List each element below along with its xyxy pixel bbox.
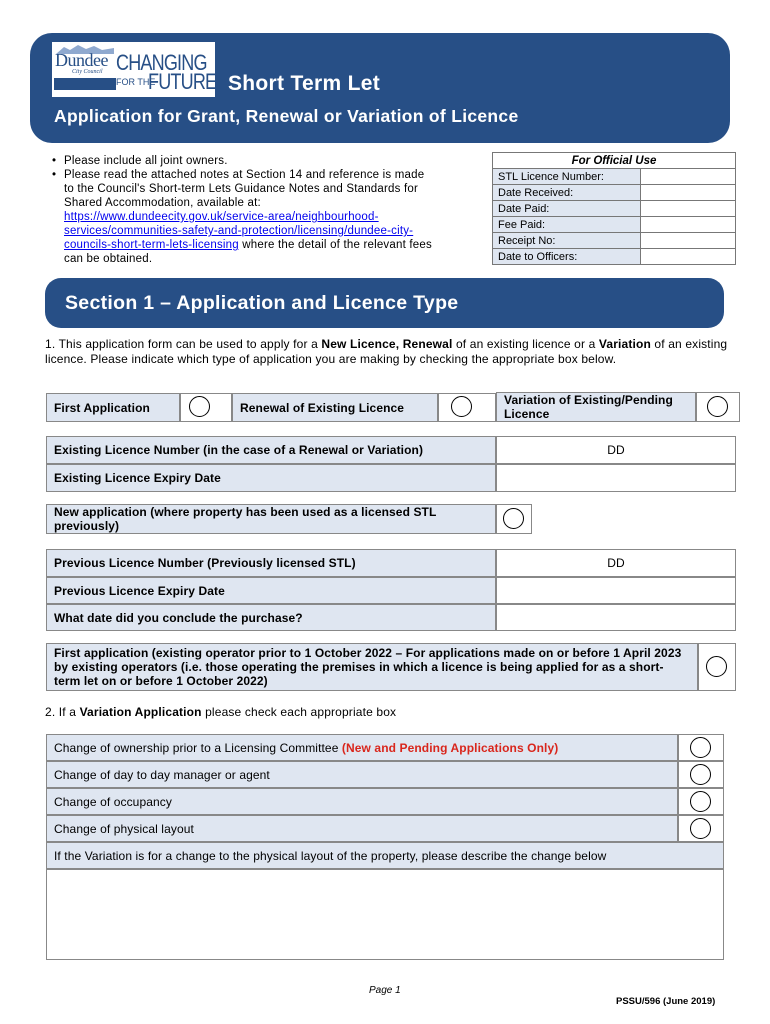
q1-bold-1: New Licence, Renewal (321, 337, 453, 351)
q2-text-2: please check each appropriate box (201, 705, 397, 719)
official-row-value (641, 249, 736, 265)
purchase-date-label: What date did you conclude the purchase? (46, 604, 496, 631)
form-reference: PSSU/596 (June 2019) (616, 996, 716, 1007)
official-row-value (641, 201, 736, 217)
layout-radio[interactable] (690, 818, 711, 839)
question-1-text (45, 337, 735, 367)
variation-label: Variation of Existing/Pending Licence (496, 392, 696, 422)
existing-operator-radio[interactable] (706, 656, 727, 677)
q2-bold: Variation Application (79, 705, 202, 719)
new-application-radio[interactable] (503, 508, 524, 529)
official-row-value (641, 217, 736, 233)
intro-bullet-joint-owners: • Please include all joint owners. (52, 154, 432, 168)
variation-layout-label: Change of physical layout (46, 815, 678, 842)
layout-describe-field[interactable] (46, 869, 724, 960)
variation-ownership-label (46, 734, 678, 761)
ownership-text: Change of ownership prior to a Licensing Committee (54, 740, 342, 755)
ownership-radio[interactable] (690, 737, 711, 758)
intro-list (52, 154, 432, 266)
existing-licence-number-field[interactable]: DD (496, 436, 736, 464)
q1-text-3: of an existing licence. Please indicate which type of application you are making by checking the appropriate box below. (45, 337, 728, 366)
logo-future-text: FUTURE (148, 69, 217, 94)
official-row-label: Date Paid: (493, 201, 641, 217)
first-application-label: First Application (46, 393, 180, 422)
official-row-label: Receipt No: (493, 233, 641, 249)
existing-expiry-label: Existing Licence Expiry Date (46, 464, 496, 492)
q2-text-1: 2. If a (45, 705, 80, 719)
official-row-value (641, 233, 736, 249)
variation-manager-label: Change of day to day manager or agent (46, 761, 678, 788)
first-application-radio[interactable] (189, 396, 210, 417)
manager-radio[interactable] (690, 764, 711, 785)
official-row-label: Date to Officers: (493, 249, 641, 265)
variation-radio[interactable] (707, 396, 728, 417)
logo-changing-text: CHANGING (116, 50, 207, 75)
logo-forthe-text: FOR THE (116, 77, 156, 87)
q1-text-1: 1. This application form can be used to apply for a (45, 337, 322, 351)
renewal-radio[interactable] (451, 396, 472, 417)
intro-fees-text: where the detail of the relevant fees can be obtained. (64, 239, 432, 265)
official-row-value (641, 169, 736, 185)
intro-notes-text: Please read the attached notes at Section 14 and reference is made to the Council's Short-term Lets Guidance Notes and Standards for Shared Accommodation, available at: (64, 169, 425, 209)
renewal-label: Renewal of Existing Licence (232, 393, 438, 422)
official-use-heading: For Official Use (493, 153, 736, 169)
new-application-label: New application (where property has been used as a licensed STL previously) (46, 504, 496, 534)
official-row-label: Date Received: (493, 185, 641, 201)
ownership-note: (New and Pending Applications Only) (341, 740, 559, 755)
previous-licence-number-label: Previous Licence Number (Previously licensed STL) (46, 549, 496, 577)
logo-council-text: City Council (72, 69, 103, 75)
previous-expiry-label: Previous Licence Expiry Date (46, 577, 496, 604)
intro-bullet-notes (52, 168, 432, 266)
logo-dundee-text: Dundee (55, 50, 108, 70)
section-1-title: Section 1 – Application and Licence Type (65, 292, 459, 314)
q1-bold-2: Variation (598, 337, 651, 351)
page-title: Short Term Let (228, 72, 380, 95)
logo-strip (54, 78, 116, 90)
purchase-date-field[interactable] (496, 604, 736, 631)
occupancy-radio[interactable] (690, 791, 711, 812)
previous-licence-number-field[interactable]: DD (496, 549, 736, 577)
page-subtitle: Application for Grant, Renewal or Variation of Licence (54, 106, 519, 126)
guidance-link[interactable]: https://www.dundeecity.gov.uk/service-area/neighbourhood-services/communities-safety-and-protection/licensing/dundee-city-councils-short-term-lets-licensing (64, 211, 414, 251)
official-use-table (492, 152, 736, 265)
previous-expiry-field[interactable] (496, 577, 736, 604)
existing-expiry-field[interactable] (496, 464, 736, 492)
official-row-label: STL Licence Number: (493, 169, 641, 185)
variation-occupancy-label: Change of occupancy (46, 788, 678, 815)
existing-operator-label: First application (existing operator prior to 1 October 2022 – For applications made on or before 1 April 2023 by existing operators (i.e. those operating the premises in which a licence is being applied for as a short-term let on or before 1 October 2022) (46, 643, 698, 691)
official-row-value (641, 185, 736, 201)
official-row-label: Fee Paid: (493, 217, 641, 233)
dundee-logo (52, 42, 215, 97)
question-2-text (45, 705, 735, 720)
q1-text-2: of an existing licence or a (452, 337, 599, 351)
page-number: Page 1 (369, 985, 401, 996)
existing-licence-number-label: Existing Licence Number (in the case of a Renewal or Variation) (46, 436, 496, 464)
layout-describe-label: If the Variation is for a change to the physical layout of the property, please describe the change below (46, 842, 724, 869)
